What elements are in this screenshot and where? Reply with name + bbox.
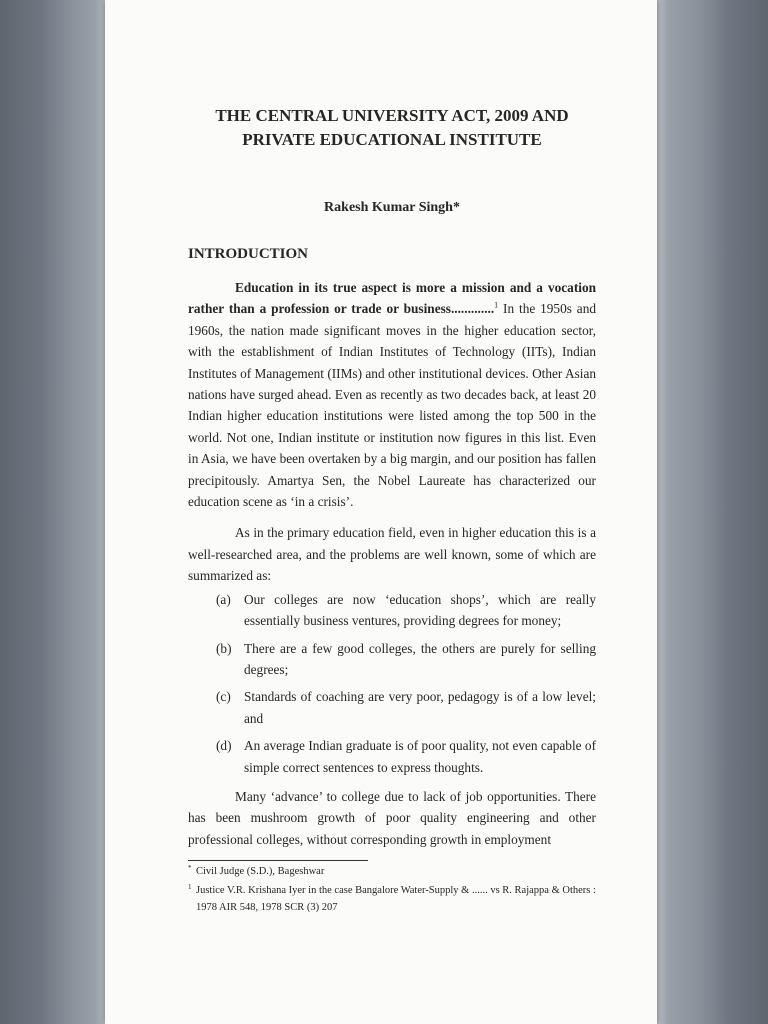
document-page — [105, 0, 657, 1024]
title-line-2: PRIVATE EDUCATIONAL INSTITUTE — [242, 130, 542, 149]
footnote-text: Justice V.R. Krishana Iyer in the case Bangalore Water-Supply & ...... vs R. Rajappa & Others : 1978 AIR 548, 1978 SCR (3) 207 — [196, 885, 596, 914]
list-item-text: An average Indian graduate is of poor quality, not even capable of simple correct sentences to express thoughts. — [244, 738, 596, 775]
list-item — [188, 735, 596, 778]
list-item-marker: (b) — [216, 640, 232, 656]
footnote-divider — [188, 860, 368, 861]
paragraph-1 — [188, 277, 596, 512]
list-item-text: There are a few good colleges, the others are purely for selling degrees; — [244, 640, 596, 677]
list-item-text: Our colleges are now ‘education shops’, which are really essentially business ventures, providing degrees for money; — [244, 591, 596, 629]
paragraph-1-body: In the 1950s and 1960s, the nation made significant moves in the higher education sector, with the establishment of Indian Institutes of Technology (IITs), Indian Institutes of Management (IIMs) and other institutional devices. Other Asian nations have surged ahead. Even as recently as two decades back, at least 20 Indian higher education institutions were listed among the top 500 in the world. Not one, Indian institute or institution now figures in this list. Even in Asia, we have been overtaken by a big margin, and our position has fallen precipitously. Amartya Sen, the Nobel Laureate has characterized our education scene as ‘in a crisis’. — [188, 301, 596, 510]
footnote-author — [188, 863, 596, 880]
list-item — [188, 638, 596, 681]
list-item-text: Standards of coaching are very poor, pedagogy is of a low level; and — [244, 689, 596, 726]
paragraph-3: Many ‘advance’ to college due to lack of job opportunities. There has been mushroom growth of poor quality engineering and other professional colleges, without corresponding growth in employment — [188, 788, 596, 847]
list-item-marker: (d) — [216, 738, 232, 754]
author-name: Rakesh Kumar Singh* — [324, 200, 460, 215]
document-title — [188, 104, 596, 152]
section-heading: INTRODUCTION — [188, 246, 309, 262]
title-line-1: THE CENTRAL UNIVERSITY ACT, 2009 AND — [215, 106, 569, 125]
footnote-1 — [188, 882, 596, 916]
paragraph-2: As in the primary education field, even in higher education this is a well-researched area, and the problems are well known, some of which are summarized as: — [188, 525, 596, 584]
page-content — [188, 104, 596, 916]
footnote-marker: * — [188, 864, 192, 873]
footnote-text: Civil Judge (S.D.), Bageshwar — [196, 866, 325, 878]
list-item — [188, 686, 596, 729]
footnote-ref-1: 1 — [494, 300, 499, 310]
footnote-marker: 1 — [188, 883, 192, 892]
list-item-marker: (c) — [216, 689, 231, 705]
problems-list — [188, 589, 596, 778]
paragraph-1-bold-lead: Education in its true aspect is more a mission and a vocation rather than a profession or trade or business............. — [188, 280, 596, 317]
list-item-marker: (a) — [216, 591, 231, 607]
list-item — [188, 589, 596, 632]
